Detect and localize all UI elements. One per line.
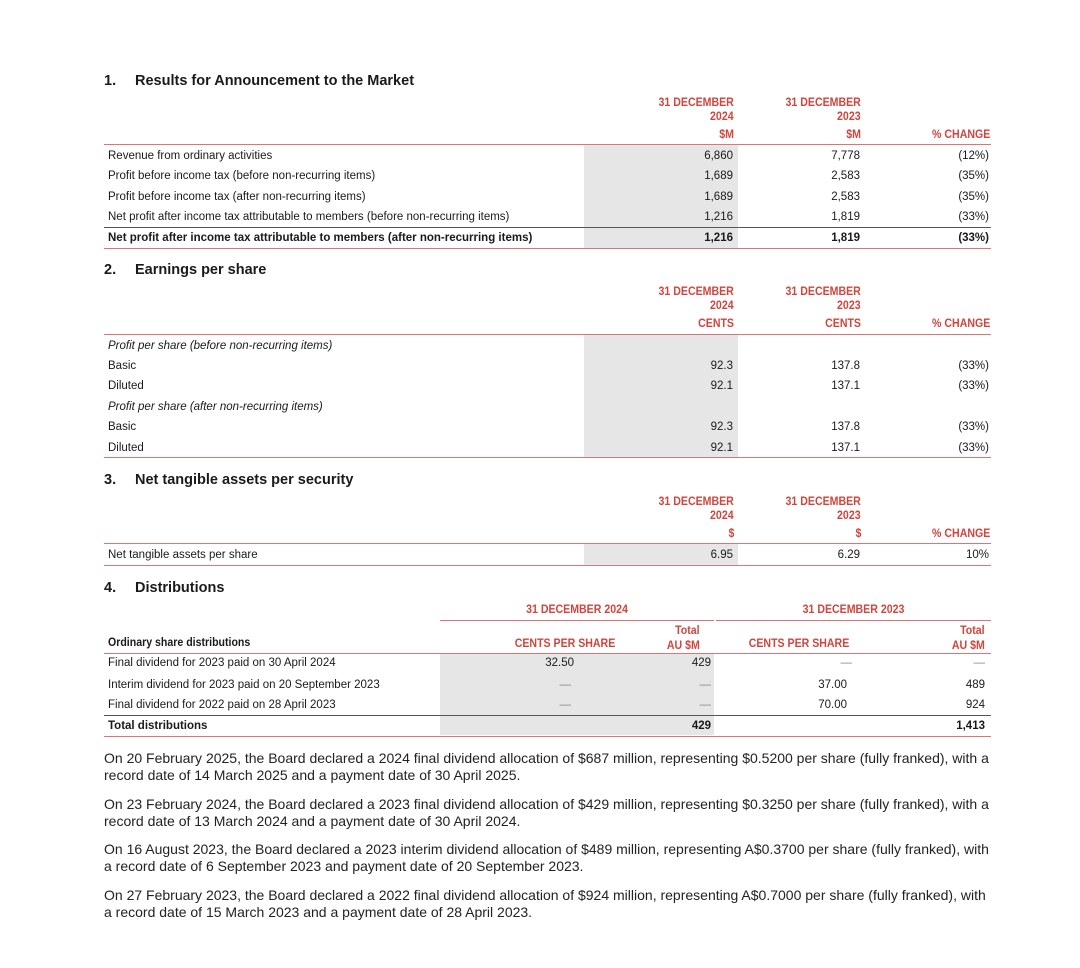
dividend-paragraph: On 27 February 2023, the Board declared a 2022 final dividend allocation of $924 million, representing A$0.7000 per share (fully franked), with a record date of 15 March 2023 and a payment date of 28 April 2023.	[104, 887, 986, 920]
row-label: Basic	[108, 421, 137, 433]
s1-col1-h3: $M	[719, 129, 734, 141]
s2-bottom-rule	[104, 457, 991, 458]
row-label: Net tangible assets per share	[108, 549, 258, 561]
value-2023: 1,819	[831, 232, 860, 244]
s4-total-h1-2023: Total	[960, 625, 985, 637]
section2-title-text: Earnings per share	[135, 262, 267, 278]
section1-title	[104, 73, 414, 89]
total-2024: 429	[691, 657, 711, 669]
value-change: (33%)	[958, 211, 989, 223]
value-change: (33%)	[958, 421, 989, 433]
value-2023: 2,583	[831, 170, 860, 182]
cents-2023: 70.00	[818, 699, 847, 711]
s3-col2-h3: $	[855, 528, 861, 540]
total-2023: 489	[965, 679, 985, 691]
s1-change-header: % CHANGE	[931, 129, 990, 141]
value-2023: 1,819	[831, 211, 860, 223]
value-2024: 1,689	[704, 170, 733, 182]
row-label: Profit per share (before non-recurring items)	[108, 340, 333, 352]
row-label: Basic	[108, 360, 137, 372]
row-label: Profit per share (after non-recurring items)	[108, 401, 323, 413]
value-2023: 137.8	[831, 360, 860, 372]
s3-col2-h1: 31 DECEMBER	[785, 496, 861, 508]
s2-change-header: % CHANGE	[931, 318, 990, 330]
table-row	[104, 166, 991, 186]
total-2023: —	[973, 657, 985, 669]
row-label: Diluted	[108, 380, 144, 392]
s4-group-rule-2023	[716, 620, 991, 621]
value-change: (12%)	[958, 150, 989, 162]
value-2024: 1,216	[704, 211, 733, 223]
row-label: Profit before income tax (after non-recurring items)	[108, 191, 366, 203]
table-subheader-row	[104, 397, 991, 417]
value-2023: 137.8	[831, 421, 860, 433]
value-2024: 92.1	[710, 442, 733, 454]
value-2024: 92.1	[710, 380, 733, 392]
total-2023: 924	[965, 699, 985, 711]
s3-col1-h2: 2024	[710, 510, 734, 522]
section3-title-text: Net tangible assets per security	[135, 472, 354, 488]
value-2023: 7,778	[831, 150, 860, 162]
total-2023: 1,413	[956, 720, 985, 732]
value-2023: 6.29	[837, 549, 860, 561]
s1-col2-h2: 2023	[837, 111, 861, 123]
s4-row-header: Ordinary share distributions	[108, 637, 251, 649]
section4-title	[104, 580, 224, 596]
table-row-total	[104, 228, 991, 248]
s1-col1-h2: 2024	[710, 111, 734, 123]
s2-col2-h3: CENTS	[825, 318, 861, 330]
value-change: (35%)	[958, 170, 989, 182]
s4-bottom-rule	[104, 736, 991, 737]
value-change: (33%)	[958, 360, 989, 372]
s4-total-h2-2023: AU $M	[952, 640, 985, 652]
section2-title	[104, 262, 266, 278]
s3-col2-h2: 2023	[837, 510, 861, 522]
dividend-paragraph: On 23 February 2024, the Board declared a 2023 final dividend allocation of $429 million, representing $0.3250 per share (fully franked), with a record date of 13 March 2024 and a payment date of 30 April 2024.	[104, 796, 989, 829]
dividend-paragraph: On 20 February 2025, the Board declared a 2024 final dividend allocation of $687 million, representing $0.5200 per share (fully franked), with a record date of 14 March 2025 and a payment date of 30 April 2025.	[104, 750, 989, 783]
table-row	[104, 438, 991, 458]
s4-group-2024: 31 DECEMBER 2024	[526, 604, 628, 616]
value-2024: 92.3	[710, 360, 733, 372]
section4-title-text: Distributions	[135, 580, 225, 596]
value-2024: 6,860	[704, 150, 733, 162]
table-row	[104, 675, 991, 695]
section3-number: 3.	[104, 472, 117, 488]
value-change: 10%	[965, 549, 989, 561]
section1-number: 1.	[104, 73, 117, 89]
table-row	[104, 545, 991, 565]
s3-bottom-rule	[104, 565, 991, 566]
value-2023: 137.1	[831, 380, 860, 392]
row-label: Net profit after income tax attributable to members (before non-recurring items)	[108, 211, 510, 223]
section3-title	[104, 472, 353, 488]
s3-change-header: % CHANGE	[931, 528, 990, 540]
value-change: (35%)	[958, 191, 989, 203]
cents-2024: —	[559, 699, 571, 711]
s2-header-rule	[104, 334, 991, 335]
total-2024: —	[699, 679, 711, 691]
section4-number: 4.	[104, 580, 117, 596]
s2-col1-h1: 31 DECEMBER	[658, 286, 734, 298]
table-row	[104, 356, 991, 376]
s3-col1-h3: $	[728, 528, 734, 540]
row-label: Diluted	[108, 442, 144, 454]
s1-col2-h1: 31 DECEMBER	[785, 97, 861, 109]
row-label: Profit before income tax (before non-recurring items)	[108, 170, 376, 182]
value-2024: 92.3	[710, 421, 733, 433]
s2-col1-h3: CENTS	[698, 318, 734, 330]
table-row	[104, 187, 991, 207]
total-2024: —	[699, 699, 711, 711]
table-row	[104, 695, 991, 715]
value-change: (33%)	[958, 380, 989, 392]
row-label: Final dividend for 2023 paid on 30 April 2024	[108, 657, 336, 669]
value-2024: 1,216	[704, 232, 733, 244]
row-label: Interim dividend for 2023 paid on 20 September 2023	[108, 679, 380, 691]
s4-total-h2-2024: AU $M	[667, 640, 700, 652]
s1-bottom-rule	[104, 248, 991, 249]
s4-total-h1-2024: Total	[675, 625, 700, 637]
value-change: (33%)	[958, 442, 989, 454]
table-row	[104, 146, 991, 166]
table-row	[104, 376, 991, 396]
s2-col2-h1: 31 DECEMBER	[785, 286, 861, 298]
cents-2023: 37.00	[818, 679, 847, 691]
cents-2023: —	[840, 657, 852, 669]
s1-col1-h1: 31 DECEMBER	[658, 97, 734, 109]
s4-cents-header-2023: CENTS PER SHARE	[748, 638, 850, 650]
s4-cents-header-2024: CENTS PER SHARE	[514, 638, 616, 650]
table-row	[104, 207, 991, 227]
value-change: (33%)	[958, 232, 989, 244]
table-row	[104, 653, 991, 673]
table-row	[104, 417, 991, 437]
s4-group-2023: 31 DECEMBER 2023	[802, 604, 905, 616]
s1-col2-h3: $M	[846, 129, 861, 141]
table-row-total	[104, 716, 991, 736]
row-label: Final dividend for 2022 paid on 28 April 2023	[108, 699, 336, 711]
cents-2024: 32.50	[545, 657, 574, 669]
value-2024: 1,689	[704, 191, 733, 203]
cents-2024: —	[559, 679, 571, 691]
total-2024: 429	[691, 720, 711, 732]
value-2023: 137.1	[831, 442, 860, 454]
s3-header-rule	[104, 543, 991, 544]
section2-number: 2.	[104, 262, 117, 278]
row-label: Total distributions	[108, 720, 208, 732]
dividend-paragraph: On 16 August 2023, the Board declared a 2023 interim dividend allocation of $489 million, representing A$0.3700 per share (fully franked), with a record date of 6 September 2023 and payment date of 20 September 2023.	[104, 841, 989, 874]
s2-col2-h2: 2023	[837, 300, 861, 312]
table-subheader-row	[104, 336, 991, 356]
row-label: Revenue from ordinary activities	[108, 150, 273, 162]
value-2024: 6.95	[710, 549, 733, 561]
s4-group-rule-2024	[440, 620, 714, 621]
s1-header-rule	[104, 144, 991, 145]
s3-col1-h1: 31 DECEMBER	[658, 496, 734, 508]
s2-col1-h2: 2024	[710, 300, 734, 312]
section1-title-text: Results for Announcement to the Market	[135, 73, 415, 89]
value-2023: 2,583	[831, 191, 860, 203]
row-label: Net profit after income tax attributable to members (after non-recurring items)	[108, 232, 533, 244]
